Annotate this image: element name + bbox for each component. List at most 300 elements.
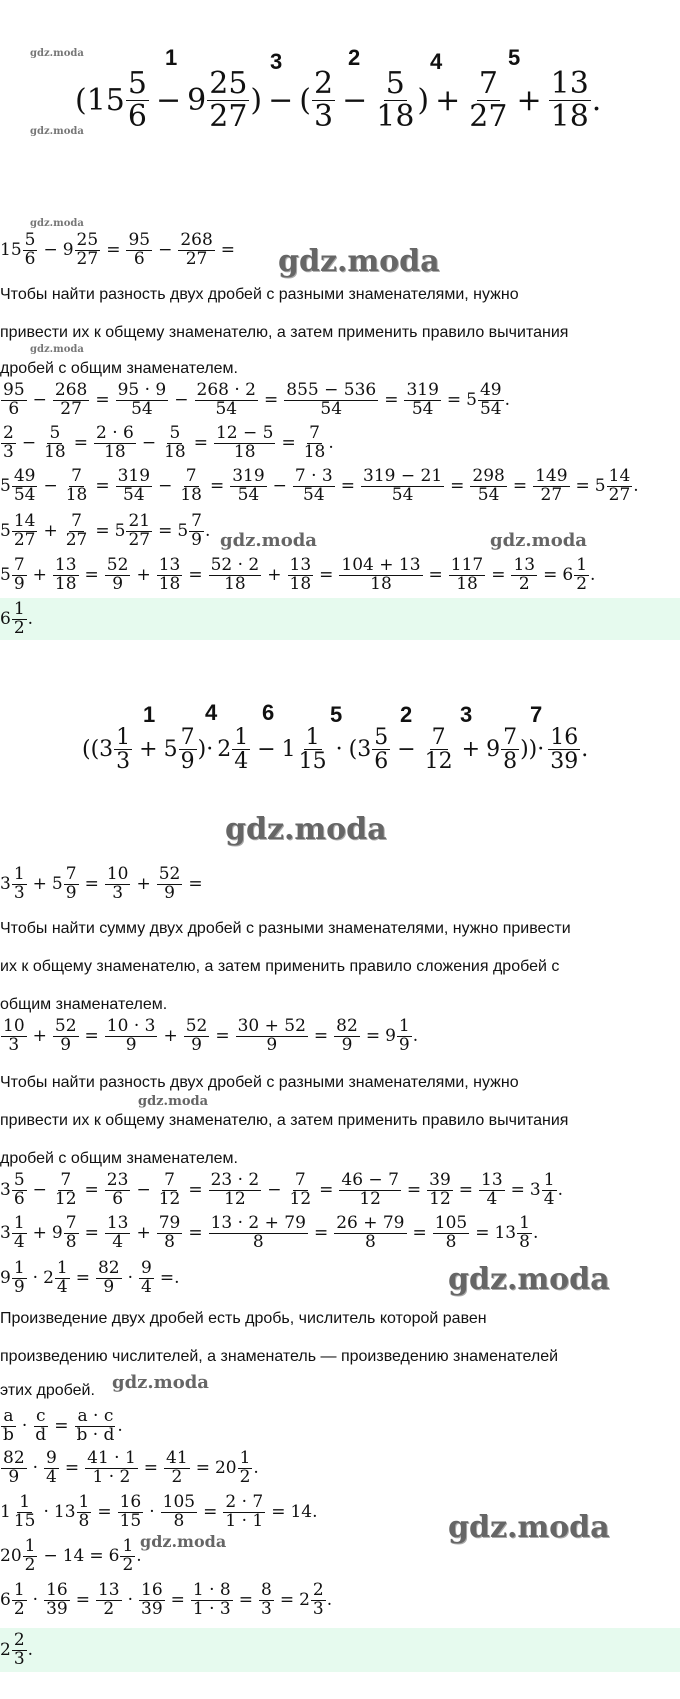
fraction (53, 1018, 79, 1055)
denominator: 18 (233, 441, 256, 462)
denominator: 12 (224, 1188, 246, 1209)
answer-box (0, 598, 680, 640)
whole-part: 20 (214, 1458, 237, 1479)
operator: = (319, 1180, 334, 1201)
whole-part: 6 (108, 1546, 120, 1567)
operator: − (43, 1546, 58, 1567)
operator: + (136, 1223, 151, 1244)
numerator: 1 (519, 1213, 530, 1233)
operator: = (458, 1180, 474, 1201)
explanation-text: Чтобы найти разность двух дробей с разными знаменателями, нужно (0, 1074, 519, 1091)
operator: · (43, 1502, 49, 1523)
denominator: 2 (171, 1466, 183, 1487)
solution-line (0, 557, 595, 594)
operator: + (516, 82, 542, 118)
operator: + (139, 737, 158, 763)
operator: + (43, 521, 58, 542)
denominator: 12 (359, 1188, 381, 1209)
numerator: 25 (209, 66, 248, 101)
task2-expression (0, 700, 680, 790)
operator: = (446, 390, 462, 411)
numerator: 7 (180, 725, 195, 750)
fraction (12, 1260, 27, 1297)
operator: = (188, 874, 203, 895)
step-numbers (0, 700, 680, 728)
operator: − (32, 1180, 47, 1201)
numerator: 13 (158, 555, 181, 575)
numerator: 1 (78, 1492, 90, 1512)
denominator: 2 (13, 1598, 25, 1619)
fraction (302, 425, 328, 462)
period: . (204, 521, 211, 542)
whole-part: 6 (0, 1590, 11, 1611)
operator: = (73, 433, 88, 454)
denominator: 27 (185, 248, 208, 269)
numerator: 319 (232, 466, 265, 486)
operator: = (84, 1223, 99, 1244)
operator: + (136, 874, 151, 895)
fraction (1, 425, 16, 462)
whole-part: 5 (114, 521, 126, 542)
numerator: 7 (71, 511, 82, 531)
numerator: 23 (106, 1170, 129, 1190)
fraction (397, 1018, 412, 1055)
operator: − (397, 737, 416, 763)
operator: = (475, 1223, 490, 1244)
fraction (470, 468, 506, 505)
period: . (117, 1416, 123, 1437)
whole-part: 5 (0, 565, 11, 586)
fraction (126, 68, 149, 132)
solution-line (0, 1408, 123, 1445)
whole-part: 6 (0, 609, 11, 629)
numerator: 41 (166, 1448, 188, 1468)
denominator: 3 (13, 882, 25, 903)
period: . (504, 390, 511, 411)
operator: − (174, 390, 189, 411)
explanation-text: привести их к общему знаменателю, а затем применить правило вычитания (0, 1112, 569, 1129)
operator: = (95, 390, 110, 411)
explanation-text: их к общему знаменателю, а затем применить правило сложения дробей с (0, 958, 560, 975)
denominator: 3 (8, 1034, 20, 1055)
operator: = (203, 1502, 218, 1523)
paren: )· (197, 737, 214, 763)
denominator: 8 (173, 1510, 185, 1531)
numerator: 9 (141, 1258, 152, 1278)
whole-part: 1 (0, 1502, 11, 1523)
explanation-text: этих дробей. (0, 1382, 95, 1399)
operator: + (32, 874, 47, 895)
fraction (374, 68, 416, 132)
numerator: 7 · 3 (294, 466, 333, 486)
fraction (64, 1215, 79, 1252)
step-number: 1 (143, 702, 156, 727)
operator: · (127, 1590, 133, 1611)
operator: = (238, 1590, 253, 1611)
denominator: 3 (3, 441, 14, 462)
denominator: 6 (133, 248, 145, 269)
step-number: 3 (270, 49, 283, 74)
operator: − (158, 240, 173, 261)
numerator: 7 (164, 1170, 175, 1190)
whole-part: 9 (486, 737, 501, 763)
denominator: 2 (239, 1466, 251, 1487)
numerator: 5 (169, 423, 181, 443)
fraction (12, 866, 27, 903)
fraction (44, 1582, 70, 1619)
watermark: gdz.moda (30, 126, 84, 137)
numerator: 1 (234, 725, 249, 750)
expression-row (82, 726, 588, 773)
period: . (312, 1502, 318, 1523)
denominator: d (35, 1424, 47, 1445)
fraction (12, 557, 27, 594)
whole-part: 3 (0, 1223, 11, 1244)
whole-part: 5 (51, 874, 63, 895)
step-number: 7 (530, 702, 543, 727)
denominator: 18 (54, 573, 77, 594)
solution-line (0, 1215, 538, 1252)
fraction (164, 1450, 190, 1487)
numerator: 7 (65, 864, 77, 884)
whole-part: 2 (0, 1640, 11, 1660)
fraction (23, 232, 38, 269)
numerator: 52 (158, 864, 181, 884)
explanation-text: привести их к общему знаменателю, а затем применить правило вычитания (0, 324, 569, 341)
solution-line (0, 1260, 185, 1297)
denominator: 54 (303, 484, 325, 505)
denominator: 6 (8, 398, 20, 419)
denominator: 54 (13, 484, 36, 505)
solution-line (0, 513, 210, 550)
whole-part: 15 (86, 82, 125, 118)
operator: = (64, 1458, 80, 1479)
numerator: 13 · 2 + 79 (210, 1213, 306, 1233)
operator: + (32, 1026, 47, 1047)
operator: · (32, 1268, 39, 1289)
fraction (105, 1018, 158, 1055)
numerator: 95 · 9 (117, 380, 167, 400)
operator: = (188, 1223, 203, 1244)
numerator: 52 · 2 (210, 555, 260, 575)
operator: = (271, 1502, 286, 1523)
fraction (77, 1494, 92, 1531)
result-value: 14 (290, 1502, 313, 1523)
operator: − (158, 476, 173, 497)
period: . (532, 1223, 539, 1244)
fraction (1, 382, 27, 419)
operator: = (95, 476, 110, 497)
paren: ) (250, 82, 263, 118)
numerator: 46 − 7 (341, 1170, 399, 1190)
numerator: 10 (3, 1016, 25, 1036)
solution-line (0, 866, 208, 903)
fraction (1, 1450, 27, 1487)
whole-part: 5 (163, 737, 178, 763)
numerator: 104 + 13 (341, 555, 421, 575)
denominator: 18 (164, 441, 186, 462)
whole-part: 3 (99, 737, 114, 763)
denominator: 18 (104, 441, 126, 462)
fraction (238, 1450, 253, 1487)
operator: − (257, 737, 276, 763)
denominator: 27 (76, 248, 99, 269)
numerator: 268 · 2 (196, 380, 256, 400)
denominator: 9 (398, 1034, 410, 1055)
operator: = (158, 521, 173, 542)
operator: = (543, 565, 558, 586)
fraction (157, 557, 183, 594)
numerator: 7 (309, 423, 320, 443)
denominator: 12 (424, 749, 453, 775)
numerator: 855 − 536 (286, 380, 377, 400)
fraction (284, 382, 378, 419)
denominator: 18 (158, 573, 181, 594)
denominator: 27 (469, 98, 508, 134)
fraction (372, 726, 390, 773)
denominator: 9 (60, 1034, 72, 1055)
fraction (12, 1215, 27, 1252)
numerator: 5 (49, 423, 61, 443)
operator: = (450, 476, 465, 497)
fraction (230, 468, 266, 505)
operator: − (43, 476, 58, 497)
numerator: 2 · 6 (95, 423, 134, 443)
denominator: 54 (131, 398, 153, 419)
numerator: 7 (503, 725, 518, 750)
numerator: 95 (128, 230, 151, 250)
operator: = (89, 1546, 104, 1567)
numerator: 13 (54, 555, 77, 575)
period: . (253, 1458, 259, 1479)
numerator: 1 (13, 1213, 25, 1233)
fraction (161, 1494, 197, 1531)
numerator: a (3, 1406, 14, 1426)
numerator: 319 (117, 466, 151, 486)
numerator: 1 (13, 1580, 25, 1600)
denominator: 54 (411, 398, 434, 419)
fraction (479, 1172, 505, 1209)
denominator: 18 (44, 441, 66, 462)
denominator: 9 (180, 749, 195, 775)
fraction (427, 1172, 453, 1209)
solution-line (0, 232, 240, 269)
denominator: 4 (234, 749, 249, 775)
whole-part: 20 (0, 1546, 22, 1567)
fraction (74, 1408, 116, 1445)
fraction (53, 1172, 79, 1209)
numerator: 1 (543, 1170, 555, 1190)
step-number: 2 (348, 45, 361, 70)
numerator: 13 (289, 555, 312, 575)
fraction (236, 1018, 308, 1055)
denominator: 9 (65, 882, 77, 903)
operator: − (43, 240, 58, 261)
numerator: 1 (13, 1258, 25, 1278)
period: . (328, 433, 334, 454)
whole-part: 3 (529, 1180, 541, 1201)
whole-part: 9 (385, 1026, 396, 1047)
denominator: 8 (364, 1231, 376, 1252)
fraction (64, 866, 79, 903)
operator: · (21, 1416, 28, 1437)
numerator: 268 (54, 380, 88, 400)
numerator: 52 (106, 555, 129, 575)
fraction (139, 1582, 165, 1619)
numerator: 5 (127, 66, 147, 101)
period: . (581, 737, 589, 763)
fraction (178, 232, 214, 269)
denominator: 54 (320, 398, 343, 419)
watermark-large: gdz.moda (225, 812, 387, 847)
whole-part: 15 (0, 240, 22, 261)
numerator: 30 + 52 (237, 1016, 306, 1036)
operator: − (32, 390, 47, 411)
numerator: 1 (13, 598, 25, 619)
numerator: 1 (239, 1448, 251, 1468)
fraction (195, 382, 258, 419)
operator: = (406, 1180, 422, 1201)
denominator: 2 (576, 573, 588, 594)
fraction (339, 1172, 401, 1209)
numerator: 7 (71, 466, 82, 486)
whole-part: 9 (0, 1268, 11, 1289)
fraction (232, 726, 250, 773)
numerator: 26 + 79 (336, 1213, 405, 1233)
solution-line (0, 382, 510, 419)
numerator: 1 (24, 1536, 36, 1556)
denominator: 3 (260, 1598, 272, 1619)
denominator: 1 · 2 (92, 1466, 131, 1487)
operator: = (313, 1026, 329, 1047)
period: . (590, 565, 596, 586)
denominator: 9 (341, 1034, 353, 1055)
numerator: 7 (191, 511, 202, 531)
operator: = (195, 1458, 210, 1479)
denominator: 18 (376, 98, 415, 134)
numerator: 52 (185, 1016, 208, 1036)
denominator: 18 (224, 573, 246, 594)
solution-line (0, 1582, 332, 1619)
fraction (533, 468, 569, 505)
denominator: 4 (486, 1188, 498, 1209)
fraction (33, 1408, 48, 1445)
fraction (126, 232, 152, 269)
denominator: 39 (46, 1598, 68, 1619)
fraction (96, 1260, 122, 1297)
operator: + (267, 565, 282, 586)
solution-line (0, 1538, 142, 1575)
fraction (118, 1494, 144, 1531)
operator: · (335, 737, 343, 763)
denominator: 9 (13, 1276, 25, 1297)
numerator: 10 · 3 (106, 1016, 156, 1036)
denominator: 54 (123, 484, 145, 505)
fraction (178, 468, 204, 505)
whole-part: 13 (494, 1223, 517, 1244)
operator: − (21, 433, 37, 454)
fraction (223, 1494, 265, 1531)
denominator: 3 (112, 882, 124, 903)
operator: − (272, 476, 287, 497)
numerator: 105 (434, 1213, 468, 1233)
operator: = (209, 476, 225, 497)
numerator: 319 − 21 (363, 466, 443, 486)
denominator: 9 (125, 1034, 137, 1055)
numerator: 2 (314, 66, 334, 101)
step-number: 3 (460, 702, 473, 727)
numerator: 13 (550, 66, 589, 101)
step-number: 5 (330, 702, 343, 727)
numerator: 52 (54, 1016, 77, 1036)
denominator: 8 (519, 1231, 530, 1252)
fraction (64, 513, 90, 550)
operator: = (75, 1590, 90, 1611)
numerator: 82 (3, 1448, 25, 1468)
operator: = (215, 1026, 230, 1047)
fraction (449, 557, 485, 594)
numerator: 5 (374, 725, 389, 750)
operator: − (268, 82, 294, 118)
whole-part: 9 (62, 240, 74, 261)
denominator: 12 (54, 1188, 77, 1209)
denominator: 27 (13, 529, 36, 550)
numerator: 49 (479, 380, 502, 400)
fraction (114, 726, 132, 773)
denominator: 18 (180, 484, 202, 505)
whole-part: 3 (0, 874, 11, 895)
numerator: 82 (336, 1016, 358, 1036)
fraction (334, 1018, 360, 1055)
operator: = (188, 1180, 203, 1201)
task1-expression (0, 40, 680, 150)
fraction (191, 1582, 233, 1619)
fraction (53, 382, 89, 419)
fraction (209, 1172, 262, 1209)
denominator: 15 (13, 1510, 36, 1531)
denominator: 4 (141, 1276, 152, 1297)
operator: = (512, 476, 528, 497)
whole-part: 3 (357, 737, 372, 763)
fraction (12, 598, 27, 638)
operator: = (510, 1180, 525, 1201)
numerator: 12 − 5 (215, 423, 274, 443)
fraction (293, 468, 335, 505)
denominator: 2 (122, 1554, 134, 1575)
numerator: 5 (13, 1170, 25, 1190)
denominator: 4 (56, 1276, 68, 1297)
whole-part: 6 (562, 565, 574, 586)
fraction (116, 468, 152, 505)
numerator: 5 (385, 66, 405, 101)
denominator: 6 (112, 1188, 124, 1209)
operator: = (220, 240, 236, 261)
denominator: 8 (164, 1231, 175, 1252)
whole-part: 9 (187, 82, 207, 118)
fraction (311, 1582, 326, 1619)
numerator: 2 · 7 (225, 1492, 264, 1512)
numerator: 8 (260, 1580, 272, 1600)
step-number: 5 (508, 45, 521, 70)
operator: = (84, 1180, 99, 1201)
fraction (157, 1172, 183, 1209)
numerator: 39 (429, 1170, 451, 1190)
numerator: 25 (76, 230, 99, 250)
operator: + (136, 565, 151, 586)
numerator: 9 (46, 1448, 57, 1468)
fraction (12, 1494, 38, 1531)
fraction (574, 557, 589, 594)
